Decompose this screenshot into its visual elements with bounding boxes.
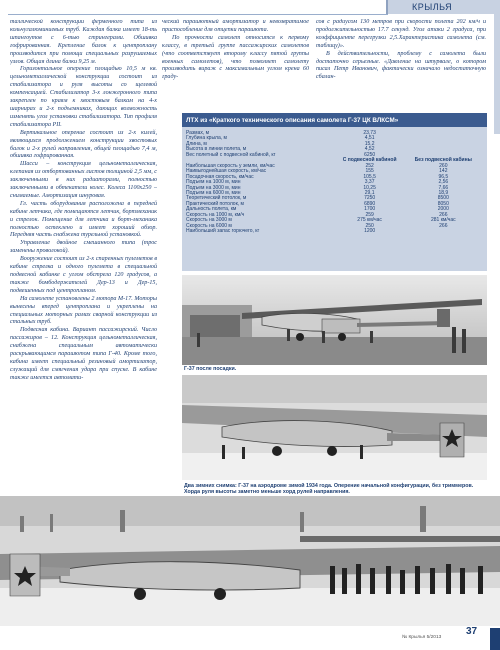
paragraph: ческий парашютный амортизатор и невозвратимое приспособление для отцепки парашюта. — [162, 19, 309, 33]
footer-accent-tab — [490, 628, 500, 650]
spec-value-without-cabin: 8500 — [437, 195, 449, 202]
photo-aircraft-after-landing — [182, 275, 487, 365]
spec-value-with-cabin: 155 — [365, 168, 374, 175]
spec-value-with-cabin: 275 км/час — [357, 217, 382, 224]
spec-value-without-cabin: 266 — [439, 222, 448, 229]
spec-label: Вес полетный с подвесной кабиной, кг — [186, 151, 276, 158]
spec-value-without-cabin: 96,5 — [438, 173, 449, 180]
paragraph: В действительности, проблему с самолета были достаточно серьезные. «Давление на штурвале, о котором писал Петр Иванович, фактически означало недостаточную сбалан- — [316, 50, 486, 81]
spec-value-with-cabin: 105,5 — [363, 173, 376, 180]
spec-value-with-cabin: 1700 — [364, 206, 376, 213]
spec-label: Подъем на 1000 м, мин — [186, 179, 241, 186]
page-number: 37 — [466, 626, 478, 637]
spec-value-without-cabin — [404, 229, 483, 234]
spec-table-title: ЛТХ из «Краткого технического описания самолета Г-37 ЦК ВЛКСМ» — [182, 113, 487, 127]
spec-value-without-cabin: 2,56 — [438, 179, 449, 186]
section-header-tab — [386, 0, 500, 14]
spec-label: Скорость на 1000 м, км/ч — [186, 211, 245, 218]
photo-winter-airfield-1 — [182, 375, 487, 480]
paragraph: сов с радиусом 130 метров при скорости полета 202 км/ч и продолжительностью 17.7 секунд. Угол атаки 2 градуса, при коэффициенте перегрузки 2,5.Характеристика самолета (см. таблицу)». — [316, 19, 486, 49]
spec-value-without-cabin: 7,66 — [438, 184, 449, 191]
spec-value-with-cabin: 250 — [365, 222, 374, 229]
paragraph: На самолете установлены 2 мотора М-17. Моторы вынесены вперед центроплана и укреплены на специальных моторных рамах сварной конструкции из стальных труб. — [10, 295, 157, 326]
spec-label: Дальность полета, км — [186, 206, 237, 213]
spec-value-with-cabin: 1200 — [364, 227, 376, 234]
article-column-right — [316, 19, 486, 105]
spec-label: Посадочная скорость, км/час — [186, 173, 254, 180]
spec-label: Высота в линии полета, м — [186, 146, 247, 153]
spec-value-without-cabin: 281 км/час — [430, 217, 456, 224]
paragraph: Шасси – конструкция цельнометаллическая, клепаная из отбортованных листов толщиной 2,5 мм, с заключенными в них радиаторами, полностью заключенными в обтекатели колес. Колеса 1100х250 – снимаемые. Амортизация шнуровая. — [10, 161, 157, 199]
paragraph: Управление двойное смешанного типа (трос заменены проволокой). — [10, 240, 157, 255]
spec-value-without-cabin: 142 — [439, 168, 448, 175]
spec-col-header: С подвесной кабиной — [342, 157, 397, 164]
spec-value-without-cabin: 8050 — [437, 200, 449, 207]
spec-label: Наивыгоднейшая скорость, км/час — [186, 168, 267, 175]
spec-label: Скорость на 3000 м — [186, 217, 232, 224]
article-column-middle — [162, 19, 309, 105]
spec-value: 15,2 — [364, 140, 375, 147]
paragraph: Горизонтальное оперение площадью 10,5 м кв. цельнометаллической конструкции состоит из стабилизатора и руля высоты со щелевой компенсацией. Стабилизатор 3-х лонжеронного типа закреплен по краям к хвостовым балкам на 4-х шарнирах и 2-х подъемниках, дающих возможность изменять угол установки стабилизатора. Тип профиля стабилизатора РII. — [10, 66, 157, 128]
spec-value-with-cabin: 7250 — [364, 195, 376, 202]
spec-label: Теоретический потолок, м — [186, 195, 247, 202]
section-title: КРЫЛЬЯ — [412, 2, 453, 12]
spec-label: Глубина крыла, м — [186, 135, 227, 142]
paragraph: Подвесная кабина. Вариант пассажирский. Число пассажиров – 12. Конструкция цельнометаллическая, снабжена специальным автоматически раскрывающимся парашютом типа Г-40. Кроме того, кабина имеет специальный резиновый амортизатор, служащий для смягчения удара при спуске. В кабине также имеется автомати- — [10, 327, 157, 381]
spec-value-without-cabin: 18,9 — [438, 190, 449, 197]
paragraph: таллической конструкции ферменного типа из кольчугалюминиевых труб. Каждая балка имеет 18-ть шпангоутов с 6-тью стрингерами. Обшивка гофрированная. Крепление балок к центроплану производится при помощи специальных разрушаемых узлов. Общая длина балки 9,25 м. — [10, 19, 157, 65]
paragraph: Гл. часть оборудования расположена в передней кабине летчика, где помещаются летчик, бортмеханик и стрелок. Помещение для летчика и борт-механика полностью остеклено и имеет хороший обзор. Передняя часть снабжена турельной установкой. — [10, 200, 157, 239]
spec-value-without-cabin: 266 — [439, 211, 448, 218]
spec-label: Подъем на 6000 м, мин — [186, 190, 241, 197]
spec-label: Наибольший запас горючего, кг — [186, 227, 260, 234]
spec-label: Размах, м — [186, 130, 210, 136]
spec-value-without-cabin: 2000 — [437, 206, 449, 213]
header-rule — [8, 14, 388, 15]
spec-value-with-cabin: 259 — [365, 211, 374, 218]
spec-value-with-cabin: 29,1 — [364, 190, 375, 197]
spec-value: 4,52 — [364, 146, 375, 153]
spec-value-without-cabin: 260 — [439, 163, 448, 170]
paragraph: По прочности самолет относится к первому классу, в третьей группе пассажирских самолетов (что соответствует второму классу пятой группы военных самолетов), что позволяет самолету производить вираж с максимальным углом крена 60 граду- — [162, 34, 309, 81]
spec-label: Наибольшая скорость у земли, км/час — [186, 163, 275, 170]
spec-value: 23,73 — [363, 130, 376, 136]
spec-table — [186, 131, 483, 234]
side-accent-bar — [494, 14, 500, 134]
spec-value-with-cabin: 6890 — [364, 200, 376, 207]
magazine-issue: № Крылья 5/2013 — [402, 635, 442, 640]
spec-value-with-cabin: 10,25 — [363, 184, 376, 191]
photo-winter-airfield-2 — [0, 496, 500, 626]
spec-value: 6250 — [364, 151, 376, 158]
spec-label: Практический потолок, м — [186, 200, 244, 207]
spec-col-header: Без подвесной кабины — [414, 157, 472, 164]
photo-caption: Г-37 после посадки. — [184, 366, 237, 372]
paragraph: Вертикальное оперение состоит из 2-х килей, являющихся продолжением конструкции хвостовых балок и 2-х рулей направления, общей площадью 7,4 м, обшивка гофрированная. — [10, 129, 157, 160]
paragraph: Вооружение состоит из 2-х спаренных пулеметов в кабине стрелка и одного пулемета в специальной подвесной кабинке с углом обстрела 120 градусов, а также бомбодержателей Дер-13 и Дер-15, подвешенных под центропланом. — [10, 256, 157, 294]
spec-table-box — [182, 113, 487, 271]
photo-caption: Два зимних снимка: Г-37 на аэродроме зимой 1934 года. Оперение начальной конфигурации, без триммеров. Хорда руля высоты заметно меньше хорд рулей направления. — [184, 483, 474, 496]
spec-value-with-cabin: 3,37 — [364, 179, 375, 186]
spec-row — [186, 229, 483, 234]
spec-value-with-cabin: 252 — [365, 163, 374, 170]
spec-value: 4,51 — [364, 135, 375, 142]
spec-label: Скорость на 6000 м — [186, 222, 232, 229]
spec-label: Длина, м — [186, 140, 207, 147]
spec-label: Подъем на 3000 м, мин — [186, 184, 241, 191]
